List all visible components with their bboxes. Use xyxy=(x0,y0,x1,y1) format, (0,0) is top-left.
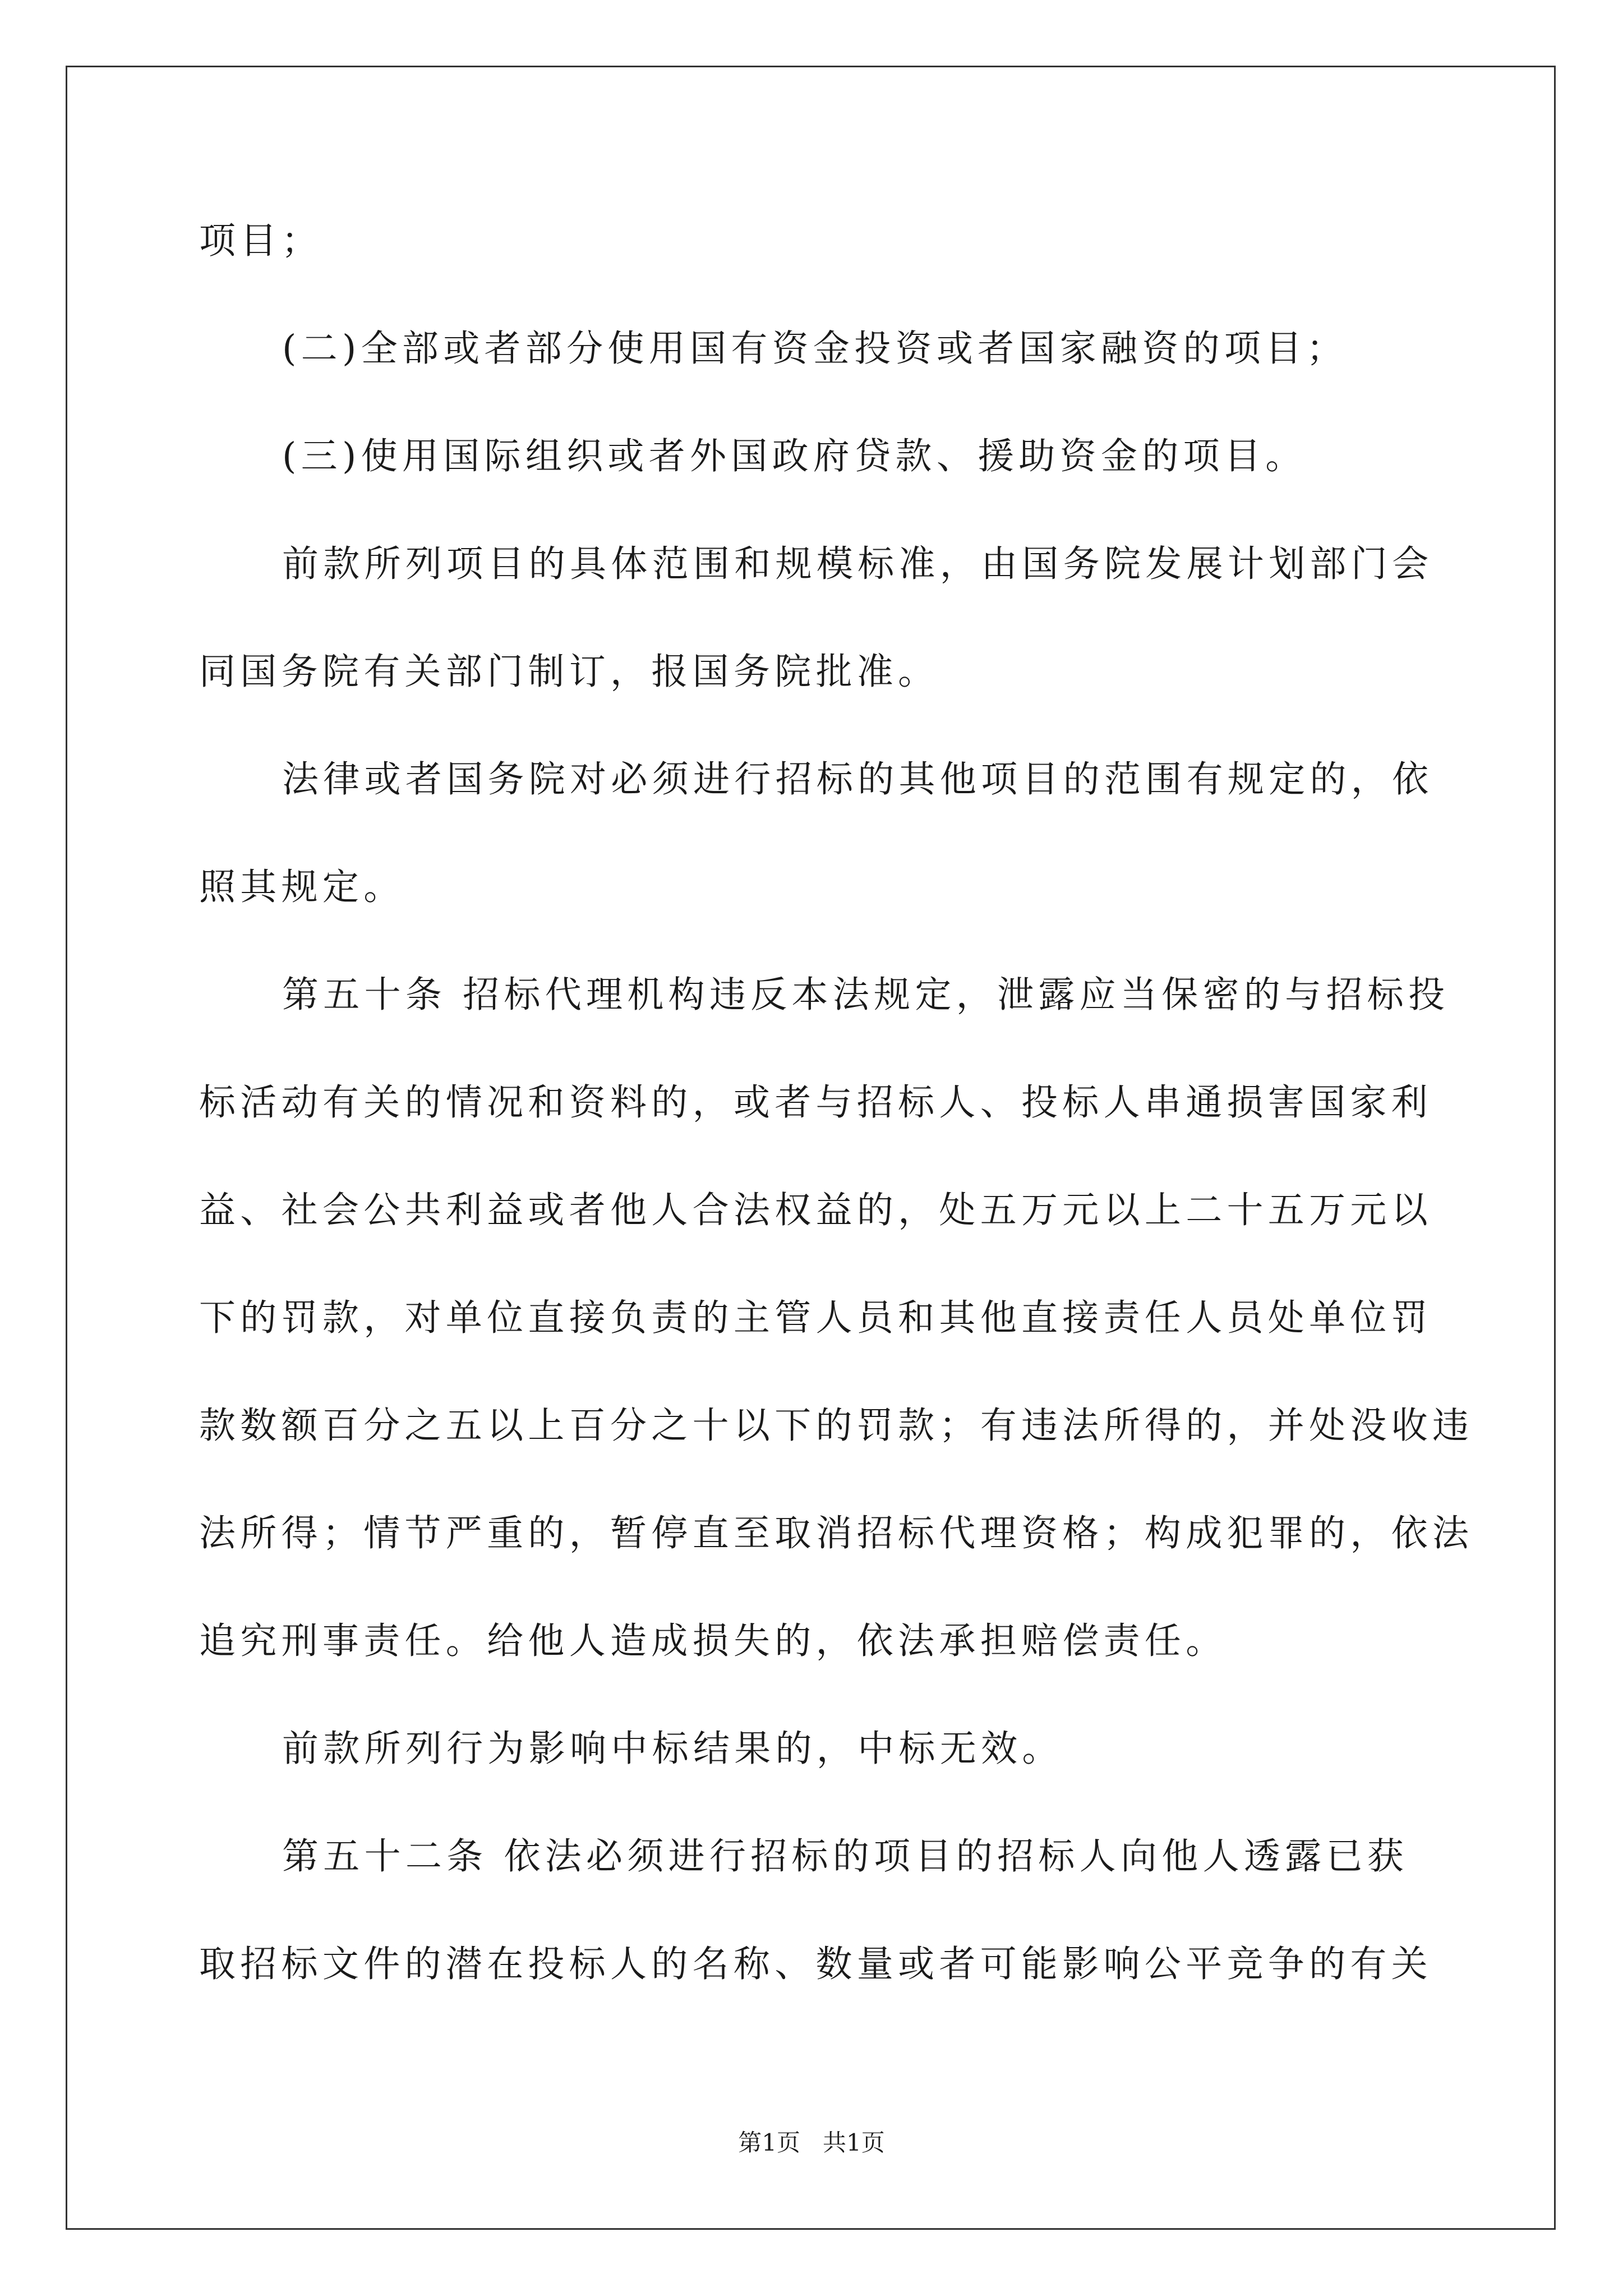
text-line: 同国务院有关部门制订，报国务院批准。 xyxy=(199,651,939,693)
text-line: 追究刑事责任。给他人造成损失的，依法承担赔偿责任。 xyxy=(199,1620,1227,1662)
text-line: 第五十二条 依法必须进行招标的项目的招标人向他人透露已获 xyxy=(282,1835,1409,1878)
text-line: 法律或者国务院对必须进行招标的其他项目的范围有规定的，依 xyxy=(282,758,1433,800)
text-line: (二)全部或者部分使用国有资金投资或者国家融资的项目； xyxy=(282,328,1348,370)
text-line: 下的罚款，对单位直接负责的主管人员和其他直接责任人员处单位罚 xyxy=(199,1297,1433,1339)
text-line: 法所得；情节严重的，暂停直至取消招标代理资格；构成犯罪的，依法 xyxy=(199,1512,1474,1554)
text-line: 益、社会公共利益或者他人合法权益的，处五万元以上二十五万元以 xyxy=(199,1189,1433,1231)
text-line: 款数额百分之五以上百分之十以下的罚款；有违法所得的，并处没收违 xyxy=(199,1405,1474,1447)
text-line: 第五十条 招标代理机构违反本法规定，泄露应当保密的与招标投 xyxy=(282,974,1450,1016)
page-footer: 第1页 共1页 xyxy=(738,2129,885,2156)
page-border xyxy=(66,66,1556,2230)
text-line: 照其规定。 xyxy=(199,866,405,908)
text-line: 前款所列项目的具体范围和规模标准，由国务院发展计划部门会 xyxy=(282,543,1433,585)
text-line: 项目； xyxy=(199,220,322,262)
text-line: 取招标文件的潜在投标人的名称、数量或者可能影响公平竞争的有关 xyxy=(199,1943,1433,1985)
text-line: 标活动有关的情况和资料的，或者与招标人、投标人串通损害国家利 xyxy=(199,1082,1433,1124)
text-line: (三)使用国际组织或者外国政府贷款、援助资金的项目。 xyxy=(282,435,1307,477)
text-line: 前款所列行为影响中标结果的，中标无效。 xyxy=(282,1728,1063,1770)
